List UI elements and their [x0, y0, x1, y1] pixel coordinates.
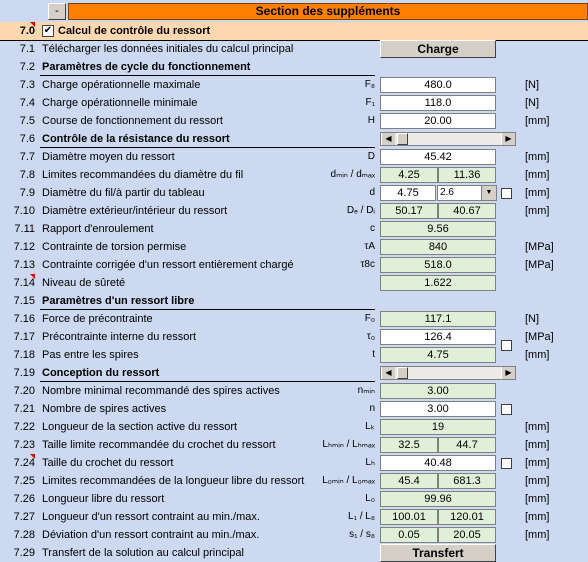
active-length-value: 19	[380, 419, 496, 435]
row-7-1	[0, 40, 588, 58]
row-label: Diamètre du fil/à partir du tableau	[42, 187, 205, 199]
preload-force-value: 117.1	[380, 311, 496, 327]
row-label: Pas entre les spires	[42, 349, 139, 361]
row-7-9	[0, 184, 588, 202]
row-7-21	[0, 400, 588, 418]
unit: [N]	[525, 79, 540, 91]
constrained-length-min-value: 100.01	[380, 509, 438, 525]
corrected-stress-value: 518.0	[380, 257, 496, 273]
chevron-down-icon[interactable]: ▼	[481, 186, 496, 200]
unit: [mm]	[525, 421, 550, 433]
min-coils-value: 3.00	[380, 383, 496, 399]
row-number: 7.19	[13, 367, 35, 379]
row-7-15	[0, 292, 588, 310]
row-label: Longueur d'un ressort contraint au min./max.	[42, 511, 260, 523]
row-7-18	[0, 346, 588, 364]
scroll-thumb[interactable]	[397, 133, 408, 145]
scroll-right-icon[interactable]: ▶	[501, 133, 515, 145]
row-label: Limites recommandées de la longueur libre du ressort	[42, 475, 305, 487]
row-7-6	[0, 130, 588, 148]
symbol: n	[369, 403, 375, 414]
symbol: H	[367, 115, 375, 126]
row-7-4	[0, 94, 588, 112]
row-number: 7.1	[19, 43, 35, 55]
select-value: 2.6	[440, 187, 454, 198]
row-label: Précontrainte interne du ressort	[42, 331, 197, 343]
row-label: Diamètre moyen du ressort	[42, 151, 175, 163]
outer-diameter-value: 50.17	[380, 203, 438, 219]
symbol: Dₑ / Dᵢ	[346, 205, 375, 216]
allowed-stress-value: 840	[380, 239, 496, 255]
row-label: Diamètre extérieur/intérieur du ressort	[42, 205, 228, 217]
safety-level-value: 1.622	[380, 275, 496, 291]
row-number: 7.14	[13, 277, 35, 289]
row-number: 7.28	[13, 529, 35, 541]
row-7-17	[0, 328, 588, 346]
row-number: 7.6	[19, 133, 35, 145]
row-number: 7.2	[19, 61, 35, 73]
row-7-28	[0, 526, 588, 544]
unit: [mm]	[525, 151, 550, 163]
unit: [mm]	[525, 439, 550, 451]
scroll-left-icon[interactable]: ◀	[381, 367, 395, 379]
symbol: s₁ / s₈	[349, 529, 375, 540]
stroke-input[interactable]: 20.00	[380, 113, 496, 129]
row-number: 7.29	[13, 547, 35, 559]
row-number: 7.17	[13, 331, 35, 343]
charge-button[interactable]: Charge	[380, 40, 496, 58]
row-label: Nombre minimal recommandé des spires actives	[42, 385, 280, 397]
row-label: Taille du crochet du ressort	[42, 457, 174, 469]
row-7-14	[0, 274, 588, 292]
free-length-value: 99.96	[380, 491, 496, 507]
symbol: Lₕ	[365, 457, 375, 468]
unit: [mm]	[525, 349, 550, 361]
unit: [N]	[525, 97, 540, 109]
row-7-13	[0, 256, 588, 274]
row-7-12	[0, 238, 588, 256]
comment-marker	[30, 22, 35, 27]
row-number: 7.15	[13, 295, 35, 307]
row-number: 7.5	[19, 115, 35, 127]
mean-diameter-input[interactable]: 45.42	[380, 149, 496, 165]
row-number: 7.23	[13, 439, 35, 451]
row-number: 7.18	[13, 349, 35, 361]
row-label: Rapport d'enroulement	[42, 223, 154, 235]
row-number: 7.9	[19, 187, 35, 199]
symbol: d	[369, 187, 375, 198]
row-7-10	[0, 202, 588, 220]
row-label: Charge opérationnelle maximale	[42, 79, 201, 91]
symbol: F₈	[364, 79, 375, 90]
unit: [mm]	[525, 169, 550, 181]
row-7-11	[0, 220, 588, 238]
active-coils-input[interactable]: 3.00	[380, 401, 496, 417]
unit: [mm]	[525, 457, 550, 469]
section-title: Section des suppléments	[68, 3, 588, 20]
design-scrollbar[interactable]	[380, 366, 516, 380]
row-number: 7.24	[13, 457, 35, 469]
max-load-input[interactable]: 480.0	[380, 77, 496, 93]
row-number: 7.13	[13, 259, 35, 271]
comment-marker	[30, 274, 35, 279]
row-number: 7.7	[19, 151, 35, 163]
section-heading: Paramètres de cycle du fonctionnement	[42, 61, 251, 73]
checkbox-calcul[interactable]: ✔	[43, 25, 53, 36]
symbol: t	[372, 349, 375, 360]
row-number: 7.11	[14, 223, 35, 235]
deflection-min-value: 0.05	[380, 527, 438, 543]
row-7-27	[0, 508, 588, 526]
symbol: D	[367, 151, 375, 162]
row-number: 7.16	[13, 313, 35, 325]
row-number: 7.4	[19, 97, 35, 109]
row-number: 7.26	[13, 493, 35, 505]
winding-ratio-value: 9.56	[380, 221, 496, 237]
unit: [mm]	[525, 475, 550, 487]
symbol: L₀ₘᵢₙ / L₀ₘₐₓ	[322, 475, 375, 486]
row-7-8	[0, 166, 588, 184]
row-number: 7.8	[19, 169, 35, 181]
symbol: nₘᵢₙ	[357, 385, 375, 396]
free-length-min-value: 45.4	[380, 473, 438, 489]
row-label: Longueur de la section active du ressort	[42, 421, 238, 433]
internal-preload-input[interactable]: 126.4	[380, 329, 496, 345]
row-label: Calcul de contrôle du ressort	[58, 25, 211, 37]
row-7-7	[0, 148, 588, 166]
row-7-22	[0, 418, 588, 436]
unit: [mm]	[525, 493, 550, 505]
hook-size-input[interactable]: 40.48	[380, 455, 496, 471]
deflection-max-value: 20.05	[438, 527, 496, 543]
row-7-0	[0, 22, 588, 40]
symbol: Lₖ	[365, 421, 375, 432]
row-7-26	[0, 490, 588, 508]
checkbox-coils[interactable]	[501, 404, 512, 415]
symbol: L₁ / L₈	[348, 511, 375, 522]
row-number: 7.27	[13, 511, 35, 523]
hook-max-value: 44.7	[438, 437, 496, 453]
row-label: Longueur libre du ressort	[42, 493, 165, 505]
symbol: L₀	[365, 493, 375, 504]
wire-dmax-value: 11.36	[438, 167, 496, 183]
section-heading: Paramètres d'un ressort libre	[42, 295, 195, 307]
row-7-19	[0, 364, 588, 382]
checkbox-wire[interactable]	[501, 188, 512, 199]
checkbox-hook[interactable]	[501, 458, 512, 469]
row-label: Niveau de sûreté	[42, 277, 126, 289]
row-number: 7.10	[13, 205, 35, 217]
row-label: Contrainte de torsion permise	[42, 241, 187, 253]
wire-dmin-value: 4.25	[380, 167, 438, 183]
row-number: 7.3	[19, 79, 35, 91]
row-number: 7.20	[13, 385, 35, 397]
section-heading: Contrôle de la résistance du ressort	[42, 133, 230, 145]
comment-marker	[30, 454, 35, 459]
collapse-button[interactable]: -	[48, 3, 66, 20]
row-7-25	[0, 472, 588, 490]
symbol: c	[370, 223, 375, 234]
unit: [N]	[525, 313, 540, 325]
wire-diameter-input[interactable]: 4.75	[380, 185, 436, 201]
symbol: τ8c	[360, 259, 375, 270]
symbol: F₁	[365, 97, 375, 108]
pitch-value: 4.75	[380, 347, 496, 363]
row-7-2	[0, 58, 588, 76]
symbol: τ₀	[366, 331, 375, 342]
row-number: 7.0	[19, 25, 35, 37]
inner-diameter-value: 40.67	[438, 203, 496, 219]
row-label: Charge opérationnelle minimale	[42, 97, 198, 109]
row-label: Limites recommandées du diamètre du fil	[42, 169, 244, 181]
row-number: 7.12	[13, 241, 35, 253]
scroll-right-icon[interactable]: ▶	[501, 367, 515, 379]
unit: [mm]	[525, 205, 550, 217]
unit: [mm]	[525, 529, 550, 541]
symbol: Lₕₘᵢₙ / Lₕₘₐₓ	[322, 439, 375, 450]
wire-table-select[interactable]	[437, 185, 497, 201]
min-load-input[interactable]: 118.0	[380, 95, 496, 111]
scroll-thumb[interactable]	[397, 367, 408, 379]
unit: [MPa]	[525, 331, 554, 343]
row-label: Force de précontrainte	[42, 313, 153, 325]
row-label: Contrainte corrigée d'un ressort entièrement chargé	[42, 259, 294, 271]
symbol: F₀	[364, 313, 375, 324]
row-number: 7.22	[13, 421, 35, 433]
row-label: Course de fonctionnement du ressort	[42, 115, 223, 127]
row-label: Déviation d'un ressort contraint au min./max.	[42, 529, 260, 541]
unit: [MPa]	[525, 259, 554, 271]
transfert-button[interactable]: Transfert	[380, 544, 496, 562]
unit: [mm]	[525, 511, 550, 523]
row-7-23	[0, 436, 588, 454]
row-7-29	[0, 544, 588, 562]
row-label: Télécharger les données initiales du calcul principal	[42, 43, 294, 55]
free-length-max-value: 681.3	[438, 473, 496, 489]
row-number: 7.21	[13, 403, 35, 415]
row-7-3	[0, 76, 588, 94]
hook-min-value: 32.5	[380, 437, 438, 453]
row-7-16	[0, 310, 588, 328]
row-label: Transfert de la solution au calcul principal	[42, 547, 244, 559]
constrained-length-max-value: 120.01	[438, 509, 496, 525]
row-number: 7.25	[13, 475, 35, 487]
scroll-left-icon[interactable]: ◀	[381, 133, 395, 145]
material-scrollbar[interactable]	[380, 132, 516, 146]
symbol: dₘᵢₙ / dₘₐₓ	[330, 169, 375, 180]
unit: [mm]	[525, 187, 550, 199]
row-7-20	[0, 382, 588, 400]
unit: [MPa]	[525, 241, 554, 253]
row-7-5	[0, 112, 588, 130]
row-label: Taille limite recommandée du crochet du ressort	[42, 439, 276, 451]
row-7-24	[0, 454, 588, 472]
unit: [mm]	[525, 115, 550, 127]
row-label: Nombre de spires actives	[42, 403, 167, 415]
section-heading: Conception du ressort	[42, 367, 160, 379]
symbol: τA	[364, 241, 375, 252]
